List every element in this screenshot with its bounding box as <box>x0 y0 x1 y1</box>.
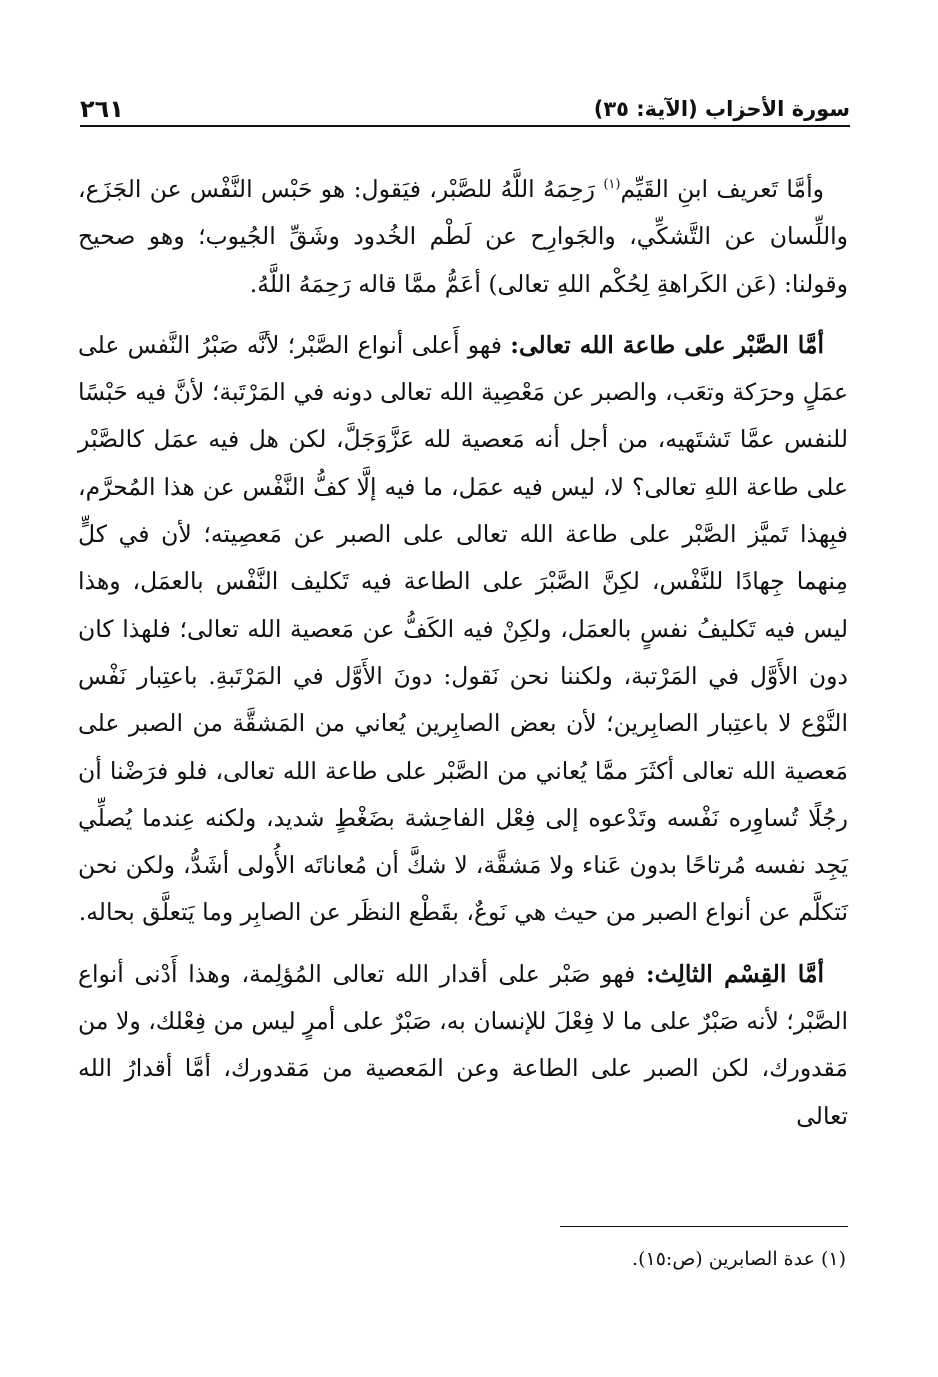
footnote-reference: (١) <box>603 177 621 193</box>
main-text <box>78 166 848 1140</box>
paragraph-text: فهو أَعلى أنواع الصَّبْر؛ لأنَّه صَبْرُ النَّفس على عمَلٍ وحرَكة وتعَب، والصبر عن مَعْصِية الله تعالى دونه في المَرْتَبة؛ لأنَّ فيه حَبْسًا للنفس عمَّا تَشتَهيه، من أجل أنه مَعصية لله عَزَّوَجَلَّ، لكن هل فيه عمَل كالصَّبْر على طاعة اللهِ تعالى؟ لا، ليس فيه عمَل، ما فيه إلَّا كفُّ النَّفْس عن هذا المُحرَّم، فبِهذا تَميَّز الصَّبْر على طاعة الله تعالى على الصبر عن مَعصِيته؛ لأن في كلٍّ مِنهما جِهادًا للنَّفْس، لكِنَّ الصَّبْرَ على الطاعة فيه تَكليف النَّفْس بالعمَل، وهذا ليس فيه تَكليفُ نفسٍ بالعمَل، ولكِنْ فيه الكَفُّ عن مَعصية الله تعالى؛ فلهذا كان دون الأَوَّل في المَرْتبة، ولكننا نحن نَقول: دونَ الأَوَّل في المَرْتَبةِ. باعتِبار نَفْس النَّوْع لا باعتِبار الصابِرين؛ لأن بعض الصابِرين يُعاني من المَشقَّة من الصبر على مَعصية الله تعالى أكثَرَ ممَّا يُعاني من الصَّبْر على طاعة الله تعالى، فلو فرَضْنا أن رجُلًا تُساوِره نَفْسه وتَدْعوه إلى فِعْل الفاحِشة بضَغْطٍ شديد، ولكنه عِندما يُصلِّي يَجِد نفسه مُرتاحًا بدون عَناء ولا مَشقَّة، لا شكَّ أن مُعاناتَه الأُولى أشَدُّ، ولكن نحن نَتكلَّم عن أنواع الصبر من حيث هي نَوعٌ، بقَطْع النظَر عن الصابِر وما يَتعلَّق بحاله. <box>78 330 848 927</box>
paragraph-patience-in-obedience <box>78 322 848 937</box>
footnote-divider <box>560 1226 848 1227</box>
surah-title: سورة الأحزاب (الآية: ٣٥) <box>593 97 850 121</box>
paragraph-ibn-alqayyim-definition <box>78 166 848 308</box>
paragraph-third-category <box>78 951 848 1140</box>
paragraph-heading: أمَّا القِسْم الثالِث: <box>645 959 825 988</box>
header-divider <box>80 125 850 127</box>
paragraph-text: وأمَّا تَعريف ابنِ القَيِّم <box>620 175 825 203</box>
page-number: ٢٦١ <box>80 95 124 123</box>
paragraph-text: رَحِمَهُ اللَّهُ للصَّبْر، فيَقول: هو حَبْس النَّفْس عن الجَزَع، واللِّسان عن التَّشكِّي، والجَوارِح عن لَطْم الخُدود وشَقِّ الجُيوب؛ وهو صحيح وقولنا: (عَن الكَراهةِ لِحُكْم اللهِ تعالى) أعَمُّ ممَّا قاله رَحِمَهُ اللَّهُ. <box>78 175 848 298</box>
paragraph-text: فهو صَبْر على أقدار الله تعالى المُؤلِمة، وهذا أَدْنى أنواع الصَّبْر؛ لأنه صَبْرٌ على ما لا فِعْلَ للإنسان به، صَبْرٌ على أمرٍ ليس من فِعْلك، ولا من مَقدورك، لكن الصبر على الطاعة وعن المَعصية من مَقدورك، أمَّا أقدارُ الله تعالى <box>78 959 848 1130</box>
paragraph-heading: أمَّا الصَّبْر على طاعة الله تعالى: <box>510 330 825 359</box>
running-header <box>80 88 850 124</box>
footnote: (١) عدة الصابرين (ص:١٥). <box>632 1248 846 1270</box>
